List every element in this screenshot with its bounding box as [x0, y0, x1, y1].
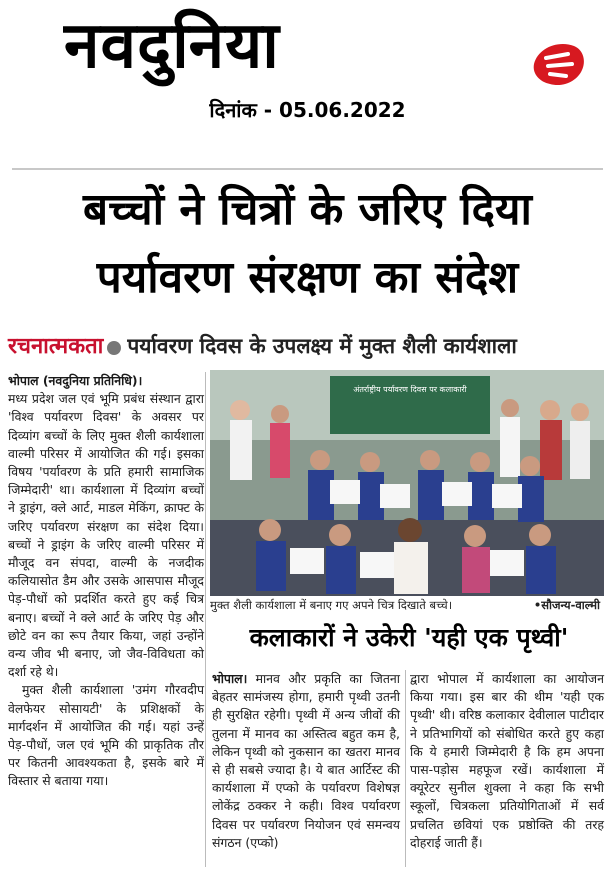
- kicker-subhead: पर्यावरण दिवस के उपलक्ष्य में मुक्त शैली कार्यशाला: [127, 334, 517, 358]
- second-dateline: भोपाल।: [212, 671, 248, 686]
- headline-line-1: बच्चों ने चित्रों के जरिए दिया: [83, 184, 532, 235]
- column-divider: [205, 372, 206, 867]
- photo-credit: •सौजन्य-वाल्मी: [533, 598, 600, 612]
- hand-logo-icon: [528, 36, 588, 92]
- second-story-column-1: [212, 670, 400, 852]
- publication-date: दिनांक - 05.06.2022: [209, 98, 406, 122]
- kicker-row: [8, 330, 608, 362]
- kicker-label: रचनात्मकता: [8, 334, 104, 359]
- masthead: [0, 0, 615, 128]
- newspaper-title: नवदुनिया: [64, 9, 280, 83]
- photo-caption: [210, 598, 604, 613]
- column-divider: [405, 670, 406, 867]
- dateline: भोपाल (नवदुनिया प्रतिनिधि)।: [8, 373, 143, 388]
- second-col2-text: द्वारा भोपाल में कार्यशाला का आयोजन किया गया। इस बार की थीम 'यही एक पृथ्वी' थी। वरिष्ठ कलाकार देवीलाल पाटीदार ने प्रतिभागियों को संबोधित करते हुए कहा कि ये हमारी जिम्मेदारी है कि हम अपना पास-पड़ोस महफूज रखें। कार्यशाला में क्यूरेटर सुनील शुक्ला ने कहा कि सभी स्कूलों, चित्रकला प्रतियोगिताओं में सर्व प्रचलित छवियां एक प्रष्ठोक्ति की तरह दोहराई जाती हैं।: [410, 671, 604, 850]
- second-col1-text: मानव और प्रकृति का जितना बेहतर सामंजस्य होगा, हमारी पृथ्वी उतनी ही सुरक्षित रहेगी। पृथ्वी में अन्य जीवों की तुलना में मानव का अस्तित्व बहुत कम है, लेकिन पृथ्वी को नुकसान का खतरा मानव से ही सबसे ज्यादा है। ये बात आर्टिस्ट की कार्यशाला में एप्को के पर्यावरण विशेषज्ञ लोकेंद्र ठक्कर ने कही। विश्व पर्यावरण दिवस पर पर्यावरण नियोजन एवं समन्वय संगठन (एप्को): [212, 671, 400, 850]
- second-headline: कलाकारों ने उकेरी 'यही एक पृथ्वी': [249, 623, 569, 652]
- caption-text: मुक्त शैली कार्यशाला में बनाए गए अपने चित्र दिखाते बच्चे।: [210, 598, 453, 612]
- event-photo: [210, 370, 604, 596]
- divider: [12, 168, 603, 170]
- banner-text: अंतर्राष्ट्रीय पर्यावरण दिवस पर कलाकारी: [353, 385, 467, 394]
- second-story-column-2: [410, 670, 604, 852]
- bullet-icon: [107, 341, 121, 355]
- left-column: [8, 372, 204, 791]
- headline-line-2: पर्यावरण संरक्षण का संदेश: [96, 252, 519, 303]
- paragraph-1: मध्य प्रदेश जल एवं भूमि प्रबंध संस्थान द्वारा 'विश्व पर्यावरण दिवस' के अवसर पर दिव्यांग बच्चों के लिए मुक्त शैली कार्यशाला वाल्मी परिसर में आयोजित की गई। इसका विषय 'पर्यावरण के प्रति हमारी सामाजिक जिम्मेदारी' था। कार्यशाला में दिव्यांग बच्चों ने ड्राइंग, क्ले आर्ट, माडल मेकिंग, क्राफ्ट के जरिए पर्यावरण संरक्षण का संदेश दिया। बच्चों ने ड्राइंग के जरिए वाल्मी परिसर में मौजूद वन संपदा, वाल्मी के नजदीक कलियासोत डैम और उसके आसपास मौजूद पेड़-पौधों को प्रदर्शित करते हुए कई चित्र बनाए। बच्चों ने क्ले आर्ट के जरिए पेड़ और छोटे वन का रूप तैयार किया, जहां उन्होंने वन्य जीव भी बनाए, जो जैव-विविधता को दर्शा रहे थे।: [8, 391, 204, 680]
- paragraph-2: मुक्त शैली कार्यशाला 'उमंग गौरवदीप वेलफेयर सोसायटी' के प्रशिक्षकों के मार्गदर्शन में आयोजित की गई। यहां उन्हें पेड़-पौधों, जल एवं भूमि की प्राकृतिक तौर पर कितनी आवश्यकता है, इसके बारे में विस्तार से बताया गया।: [8, 682, 204, 789]
